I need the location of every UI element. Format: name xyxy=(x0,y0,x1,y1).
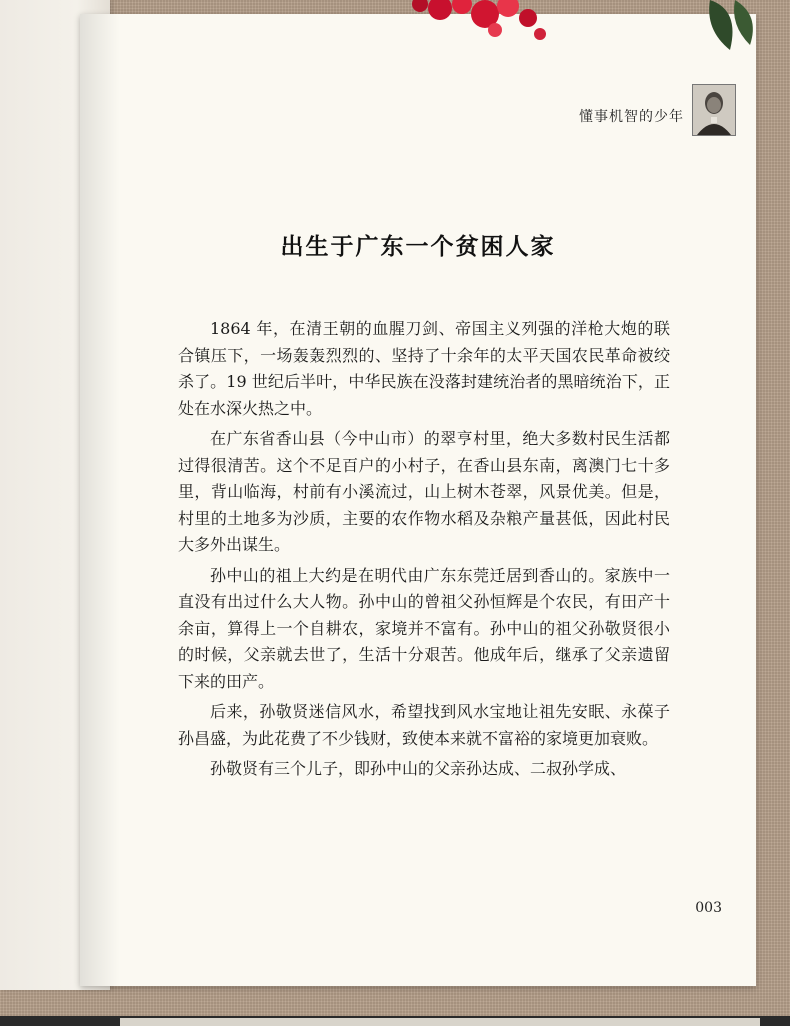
chapter-title: 出生于广东一个贫困人家 xyxy=(280,234,556,260)
paragraph: 孙中山的祖上大约是在明代由广东东莞迁居到香山的。家族中一直没有出过什么大人物。孙中山的曾祖父孙恒辉是个农民，有田产十余亩，算得上一个自耕农，家境并不富有。孙中山的祖父孙敬贤很小的时候，父亲就去世了，生活十分艰苦。他成年后，继承了父亲遗留下来的田产。 xyxy=(178,565,670,691)
green-leaf-decoration xyxy=(700,0,760,55)
paragraph: 1864 年，在清王朝的血腥刀剑、帝国主义列强的洋枪大炮的联合镇压下，一场轰轰烈烈的、坚持了十余年的太平天国农民革命被绞杀了。19 世纪后半叶，中华民族在没落封建统治者的黑暗统治下，正处在水深火热之中。 xyxy=(178,319,670,418)
paragraph: 在广东省香山县（今中山市）的翠亨村里，绝大多数村民生活都过得很清苦。这个不足百户的小村子，在香山县东南，离澳门七十多里，背山临海，村前有小溪流过，山上树木苍翠，风景优美。但是，村里的土地多为沙质，主要的农作物水稻及杂粮产量甚低，因此村民大多外出谋生。 xyxy=(178,429,670,554)
page-number: 003 xyxy=(695,900,722,916)
red-flower-decoration xyxy=(400,0,560,50)
next-page-strip xyxy=(120,1018,760,1026)
page-gutter-shadow xyxy=(80,14,120,986)
portrait-photo xyxy=(692,84,736,136)
book-page xyxy=(80,14,756,986)
paragraph: 后来，孙敬贤迷信风水，希望找到风水宝地让祖先安眠、永葆子孙昌盛，为此花费了不少钱财，致使本来就不富裕的家境更加衰败。 xyxy=(178,702,670,748)
running-header: 懂事机智的少年 xyxy=(579,109,684,125)
body-text xyxy=(178,316,670,787)
paragraph: 孙敬贤有三个儿子，即孙中山的父亲孙达成、二叔孙学成、 xyxy=(210,759,627,778)
